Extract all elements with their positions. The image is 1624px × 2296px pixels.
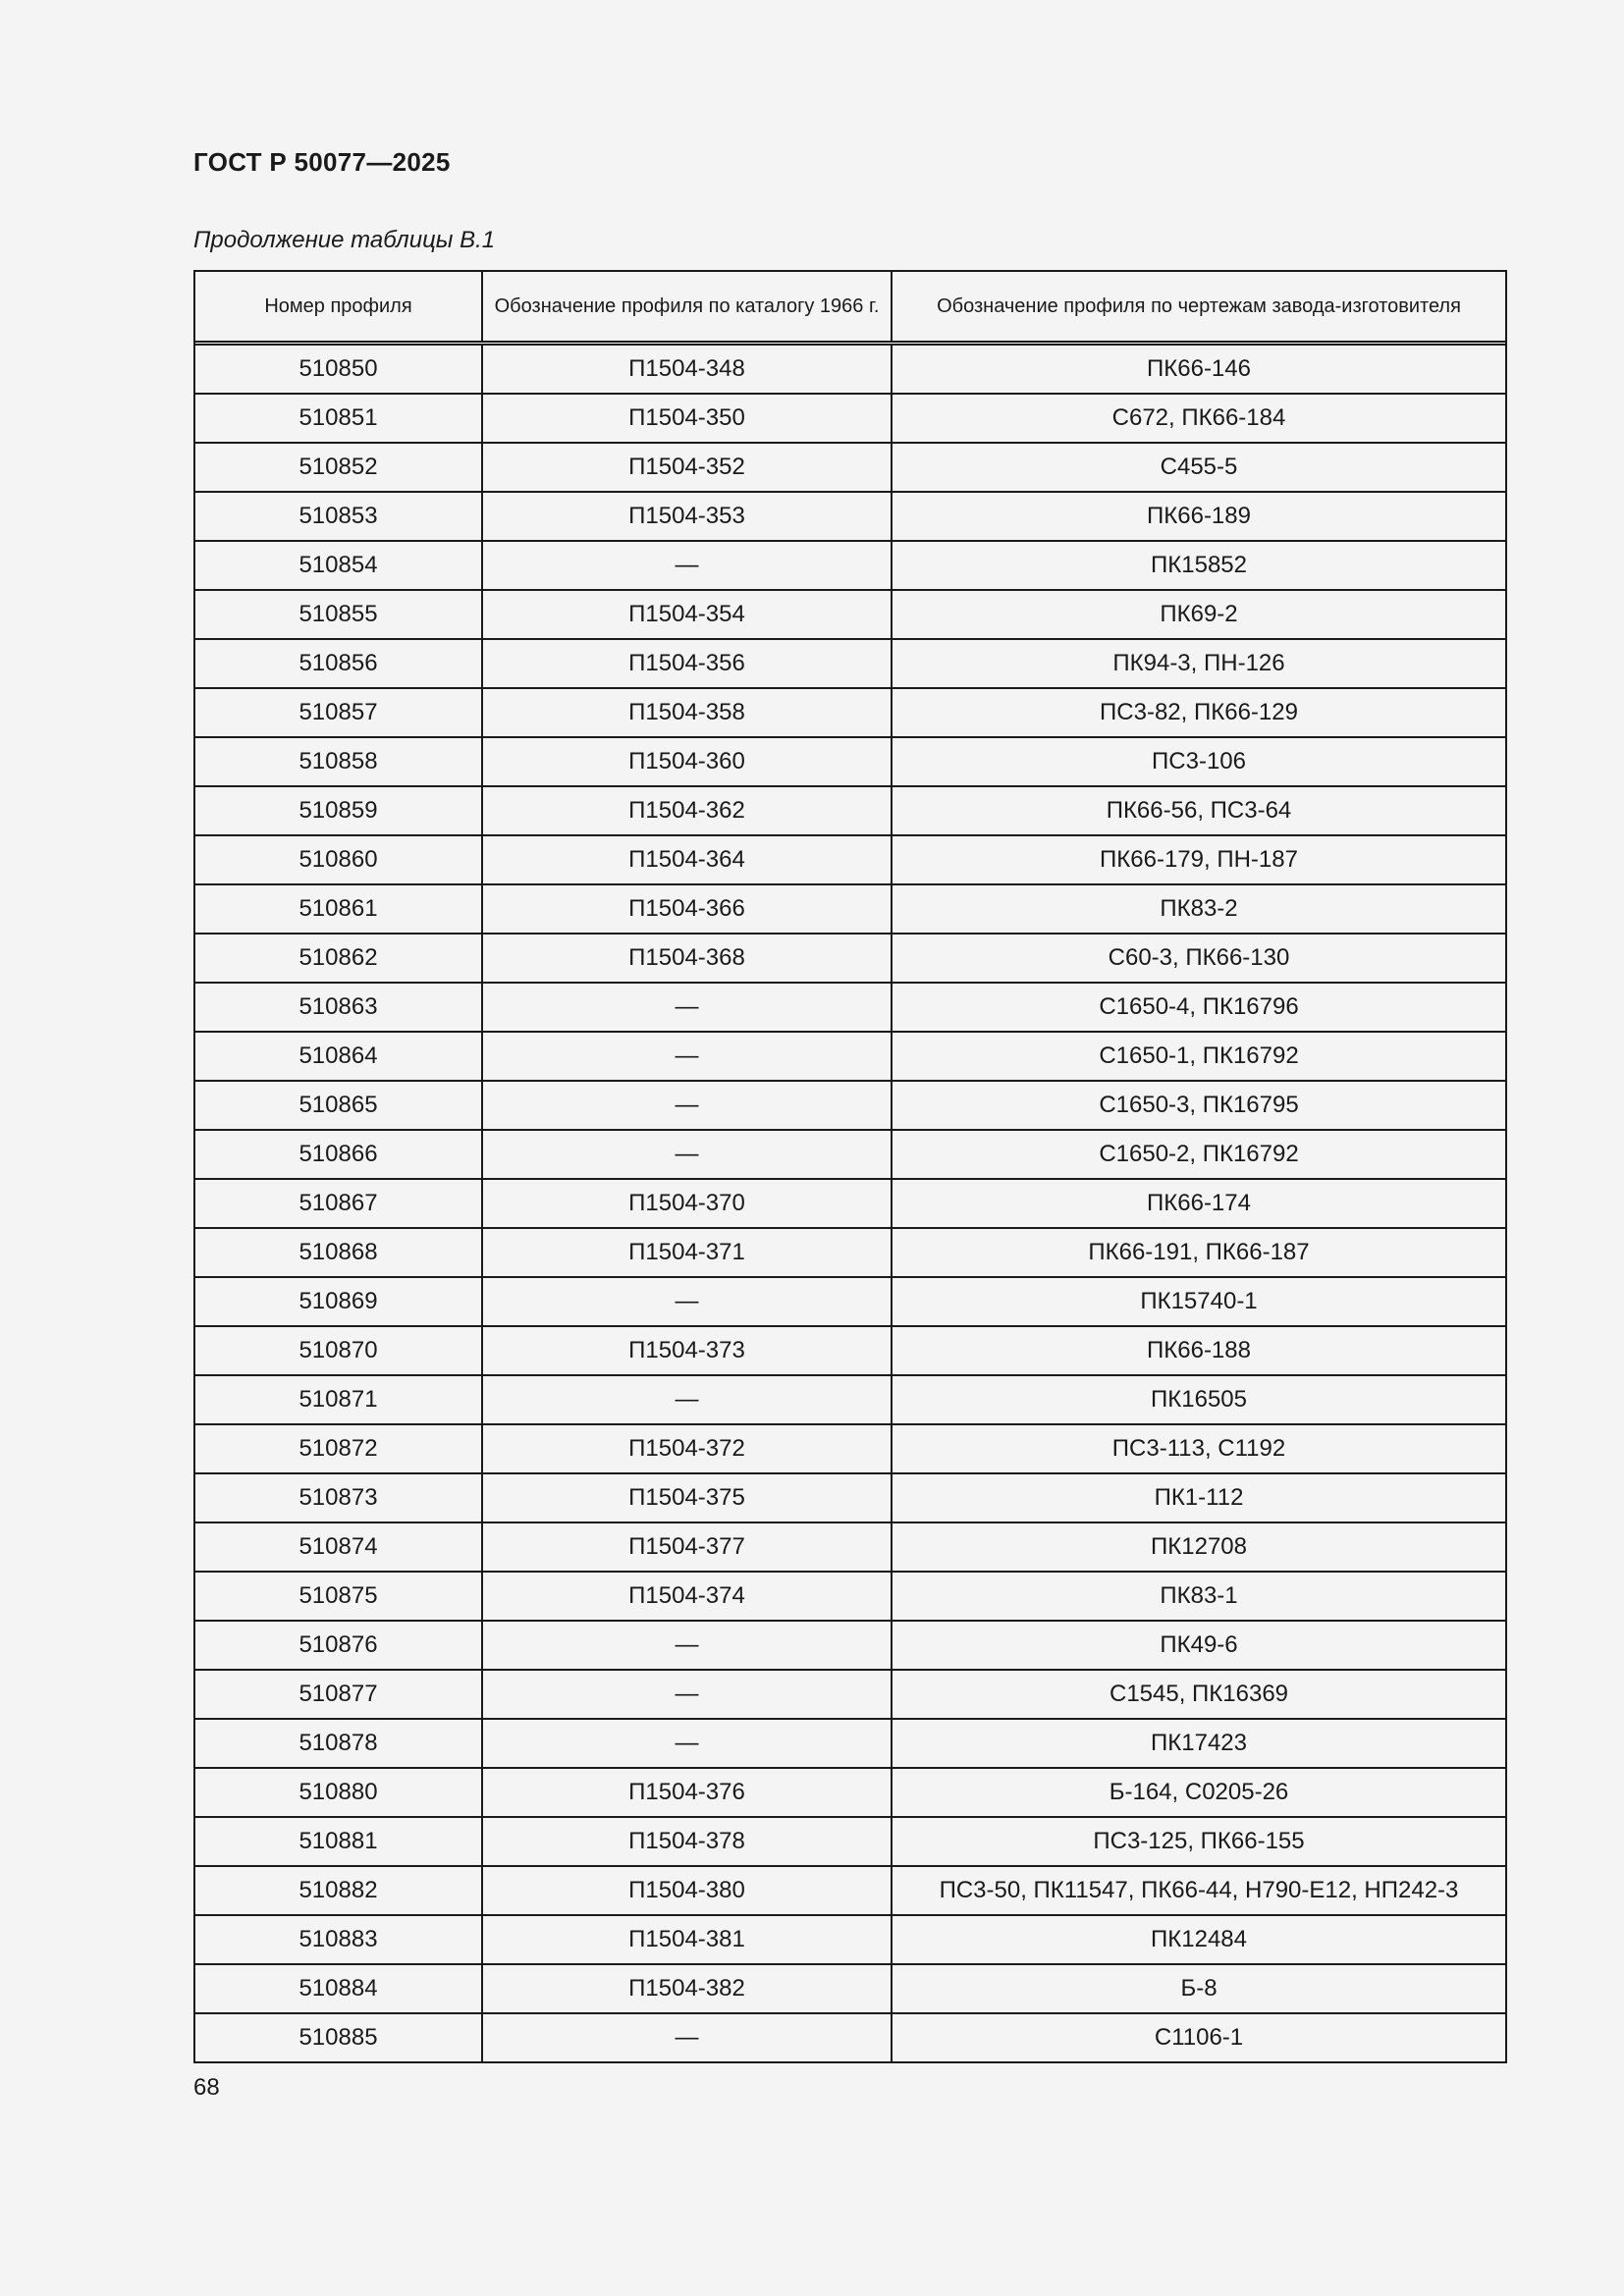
cell-profile-number: 510872 xyxy=(195,1424,482,1473)
table-row xyxy=(195,1473,1505,1522)
cell-catalog-designation: П1504-348 xyxy=(482,344,892,395)
cell-catalog-designation: П1504-356 xyxy=(482,639,892,688)
table-caption: Продолжение таблицы В.1 xyxy=(193,227,496,253)
cell-factory-designation: Б-164, С0205-26 xyxy=(892,1768,1505,1817)
table-row xyxy=(195,1768,1505,1817)
cell-profile-number: 510874 xyxy=(195,1522,482,1572)
cell-profile-number: 510878 xyxy=(195,1719,482,1768)
cell-factory-designation: ПК16505 xyxy=(892,1375,1505,1424)
table-row xyxy=(195,394,1505,443)
cell-factory-designation: С1650-3, ПК16795 xyxy=(892,1081,1505,1130)
cell-profile-number: 510854 xyxy=(195,541,482,590)
cell-catalog-designation: П1504-366 xyxy=(482,884,892,934)
cell-profile-number: 510855 xyxy=(195,590,482,639)
cell-catalog-designation: П1504-377 xyxy=(482,1522,892,1572)
cell-profile-number: 510858 xyxy=(195,737,482,786)
cell-catalog-designation: П1504-364 xyxy=(482,835,892,884)
cell-catalog-designation: П1504-374 xyxy=(482,1572,892,1621)
cell-catalog-designation: — xyxy=(482,2013,892,2061)
profile-table-container xyxy=(193,270,1507,2063)
column-header-factory-designation: Обозначение профиля по чертежам завода-изготовителя xyxy=(892,272,1505,344)
cell-factory-designation: ПК66-174 xyxy=(892,1179,1505,1228)
cell-catalog-designation: П1504-371 xyxy=(482,1228,892,1277)
table-row xyxy=(195,835,1505,884)
table-row xyxy=(195,1228,1505,1277)
table-row xyxy=(195,443,1505,492)
cell-catalog-designation: — xyxy=(482,541,892,590)
table-row xyxy=(195,2013,1505,2061)
cell-catalog-designation: П1504-368 xyxy=(482,934,892,983)
cell-catalog-designation: П1504-350 xyxy=(482,394,892,443)
cell-catalog-designation: П1504-381 xyxy=(482,1915,892,1964)
table-row xyxy=(195,1522,1505,1572)
cell-factory-designation: ПС3-82, ПК66-129 xyxy=(892,688,1505,737)
cell-catalog-designation: П1504-358 xyxy=(482,688,892,737)
cell-profile-number: 510873 xyxy=(195,1473,482,1522)
cell-factory-designation: ПК66-56, ПС3-64 xyxy=(892,786,1505,835)
cell-factory-designation: ПС3-125, ПК66-155 xyxy=(892,1817,1505,1866)
cell-profile-number: 510852 xyxy=(195,443,482,492)
cell-profile-number: 510851 xyxy=(195,394,482,443)
table-row xyxy=(195,344,1505,395)
cell-catalog-designation: П1504-375 xyxy=(482,1473,892,1522)
table-row xyxy=(195,983,1505,1032)
column-header-profile-number: Номер профиля xyxy=(195,272,482,344)
table-row xyxy=(195,1866,1505,1915)
cell-factory-designation: ПК69-2 xyxy=(892,590,1505,639)
cell-catalog-designation: — xyxy=(482,1375,892,1424)
table-row xyxy=(195,1670,1505,1719)
table-row xyxy=(195,1277,1505,1326)
cell-catalog-designation: — xyxy=(482,1277,892,1326)
document-title: ГОСТ Р 50077—2025 xyxy=(193,147,451,177)
table-row xyxy=(195,1130,1505,1179)
cell-factory-designation: ПК66-189 xyxy=(892,492,1505,541)
cell-profile-number: 510875 xyxy=(195,1572,482,1621)
cell-profile-number: 510862 xyxy=(195,934,482,983)
table-row xyxy=(195,688,1505,737)
cell-catalog-designation: П1504-372 xyxy=(482,1424,892,1473)
cell-profile-number: 510861 xyxy=(195,884,482,934)
cell-factory-designation: ПК49-6 xyxy=(892,1621,1505,1670)
cell-profile-number: 510857 xyxy=(195,688,482,737)
cell-profile-number: 510885 xyxy=(195,2013,482,2061)
table-row xyxy=(195,1915,1505,1964)
cell-profile-number: 510863 xyxy=(195,983,482,1032)
profile-table xyxy=(195,272,1505,2061)
cell-profile-number: 510868 xyxy=(195,1228,482,1277)
table-row xyxy=(195,1326,1505,1375)
cell-catalog-designation: — xyxy=(482,983,892,1032)
cell-factory-designation: С1650-4, ПК16796 xyxy=(892,983,1505,1032)
page-number: 68 xyxy=(193,2074,220,2101)
cell-profile-number: 510871 xyxy=(195,1375,482,1424)
cell-profile-number: 510884 xyxy=(195,1964,482,2013)
cell-factory-designation: ПК15852 xyxy=(892,541,1505,590)
cell-factory-designation: С1650-2, ПК16792 xyxy=(892,1130,1505,1179)
table-row xyxy=(195,1375,1505,1424)
cell-catalog-designation: П1504-370 xyxy=(482,1179,892,1228)
table-body xyxy=(195,344,1505,2062)
table-row xyxy=(195,884,1505,934)
cell-profile-number: 510882 xyxy=(195,1866,482,1915)
table-row xyxy=(195,1572,1505,1621)
cell-catalog-designation: — xyxy=(482,1032,892,1081)
cell-factory-designation: ПК12484 xyxy=(892,1915,1505,1964)
cell-factory-designation: ПК66-179, ПН-187 xyxy=(892,835,1505,884)
cell-factory-designation: С1650-1, ПК16792 xyxy=(892,1032,1505,1081)
cell-profile-number: 510865 xyxy=(195,1081,482,1130)
cell-profile-number: 510870 xyxy=(195,1326,482,1375)
table-header xyxy=(195,272,1505,344)
cell-factory-designation: ПС3-106 xyxy=(892,737,1505,786)
cell-profile-number: 510866 xyxy=(195,1130,482,1179)
table-row xyxy=(195,786,1505,835)
cell-profile-number: 510859 xyxy=(195,786,482,835)
cell-profile-number: 510867 xyxy=(195,1179,482,1228)
cell-catalog-designation: П1504-353 xyxy=(482,492,892,541)
table-row xyxy=(195,1719,1505,1768)
table-row xyxy=(195,1621,1505,1670)
table-row xyxy=(195,541,1505,590)
cell-factory-designation: С1106-1 xyxy=(1154,2024,1244,2051)
table-row xyxy=(195,1081,1505,1130)
cell-factory-designation: ПК83-2 xyxy=(892,884,1505,934)
cell-factory-designation: ПК1-112 xyxy=(892,1473,1505,1522)
cell-factory-designation: ПК15740-1 xyxy=(892,1277,1505,1326)
table-row xyxy=(195,1032,1505,1081)
cell-catalog-designation: — xyxy=(482,1081,892,1130)
cell-profile-number: 510881 xyxy=(195,1817,482,1866)
header-row xyxy=(195,272,1505,344)
table-row xyxy=(195,1817,1505,1866)
cell-catalog-designation: П1504-380 xyxy=(482,1866,892,1915)
cell-catalog-designation: П1504-376 xyxy=(482,1768,892,1817)
cell-catalog-designation: — xyxy=(482,1130,892,1179)
table-row xyxy=(195,737,1505,786)
cell-factory-designation: ПК12708 xyxy=(892,1522,1505,1572)
cell-profile-number: 510853 xyxy=(195,492,482,541)
table-row xyxy=(195,1424,1505,1473)
cell-profile-number: 510869 xyxy=(195,1277,482,1326)
cell-factory-designation: С672, ПК66-184 xyxy=(892,394,1505,443)
cell-catalog-designation: — xyxy=(482,1719,892,1768)
cell-profile-number: 510876 xyxy=(195,1621,482,1670)
cell-catalog-designation: — xyxy=(482,1621,892,1670)
cell-profile-number: 510860 xyxy=(195,835,482,884)
table-row xyxy=(195,590,1505,639)
table-row xyxy=(195,934,1505,983)
cell-profile-number: 510880 xyxy=(195,1768,482,1817)
cell-catalog-designation: П1504-354 xyxy=(482,590,892,639)
cell-catalog-designation: П1504-382 xyxy=(482,1964,892,2013)
cell-profile-number: 510883 xyxy=(195,1915,482,1964)
table-row xyxy=(195,1179,1505,1228)
cell-factory-designation: ПК66-191, ПК66-187 xyxy=(892,1228,1505,1277)
cell-catalog-designation: П1504-378 xyxy=(482,1817,892,1866)
cell-factory-designation: ПК66-146 xyxy=(892,344,1505,395)
cell-catalog-designation: П1504-373 xyxy=(482,1326,892,1375)
cell-factory-designation: С455-5 xyxy=(892,443,1505,492)
table-row xyxy=(195,492,1505,541)
cell-profile-number: 510877 xyxy=(195,1670,482,1719)
cell-profile-number: 510850 xyxy=(195,344,482,395)
cell-factory-designation: С60-3, ПК66-130 xyxy=(892,934,1505,983)
cell-factory-designation: ПК94-3, ПН-126 xyxy=(892,639,1505,688)
cell-factory-designation: ПС3-50, ПК11547, ПК66-44, Н790-Е12, НП242-3 xyxy=(892,1866,1505,1915)
table-row xyxy=(195,639,1505,688)
cell-factory-designation: ПК17423 xyxy=(892,1719,1505,1768)
cell-catalog-designation: П1504-360 xyxy=(482,737,892,786)
cell-factory-designation: ПК83-1 xyxy=(892,1572,1505,1621)
cell-factory-designation: С1545, ПК16369 xyxy=(892,1670,1505,1719)
cell-factory-designation: Б-8 xyxy=(892,1964,1505,2013)
cell-catalog-designation: — xyxy=(482,1670,892,1719)
cell-factory-designation: ПК66-188 xyxy=(892,1326,1505,1375)
cell-catalog-designation: П1504-362 xyxy=(482,786,892,835)
cell-catalog-designation: П1504-352 xyxy=(482,443,892,492)
cell-profile-number: 510864 xyxy=(195,1032,482,1081)
table-row xyxy=(195,1964,1505,2013)
cell-factory-designation: ПС3-113, С1192 xyxy=(892,1424,1505,1473)
column-header-catalog-designation: Обозначение профиля по каталогу 1966 г. xyxy=(482,272,892,344)
cell-profile-number: 510856 xyxy=(195,639,482,688)
